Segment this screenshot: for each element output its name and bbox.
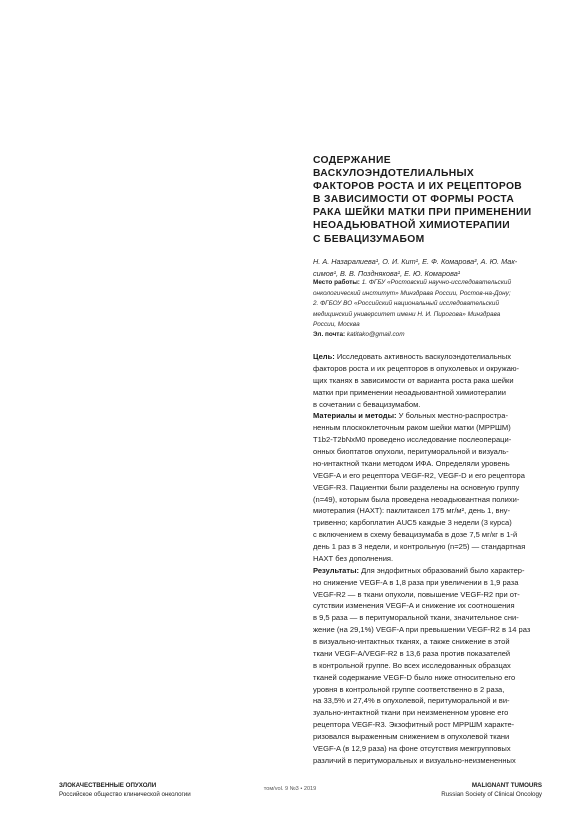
footer-society-en: Russian Society of Clinical Oncology <box>441 790 542 798</box>
authors <box>313 256 553 279</box>
methods-label: Материалы и методы: <box>313 411 397 421</box>
email-label: Эл. почта: <box>313 331 346 338</box>
title-line: ВАСКУЛОЭНДОТЕЛИАЛЬНЫХ <box>313 168 475 180</box>
email-link[interactable]: katitako@gmail.com <box>345 331 405 338</box>
abstract-line: матки при применении неоадьювантной химиотерапии <box>313 387 506 397</box>
abstract-line: VEGF-A (в 12,9 раза) на фоне отсутствия межгрупповых <box>313 743 511 753</box>
abstract-line: на 33,5% и 27,4% в опухолевой, перитуморальной и ви- <box>313 696 510 706</box>
workplace-label: Место работы: <box>313 279 360 286</box>
abstract-line: тривенно; карбоплатин AUC5 каждые 3 недели (3 курса) <box>313 518 512 528</box>
abstract-line: день 1 раз в 3 недели, и контрольную (n=25) — стандартная <box>313 542 526 551</box>
title-line: В ЗАВИСИМОСТИ ОТ ФОРМЫ РОСТА <box>313 194 515 206</box>
footer-journal-en: MALIGNANT TUMOURS <box>471 782 542 789</box>
results-label: Результаты: <box>313 565 360 575</box>
abstract <box>313 351 553 767</box>
abstract-line: в 9,5 раза — в перитуморальной ткани, значительное сни- <box>313 613 519 623</box>
abstract-line: Результаты: Для эндофитных образований было характер- <box>313 565 525 575</box>
workplace <box>313 278 553 331</box>
workplace-text: 1. ФГБУ «Ростовский научно-исследовательский <box>359 279 512 286</box>
abstract-line: тканей содержание VEGF-D было ниже относительно его <box>313 672 516 682</box>
abstract-line: T1b2-T2bNxM0 проведено исследование послеопераци- <box>313 435 512 445</box>
title-line: РАКА ШЕЙКИ МАТКИ ПРИ ПРИМЕНЕНИИ <box>313 207 532 219</box>
workplace-line: медицинский университет имени Н. И. Пирогова» Минздрава <box>313 310 501 318</box>
footer-issue: том/vol. 9 №3 • 2019 <box>263 786 317 792</box>
title-line: СОДЕРЖАНИЕ <box>313 155 391 166</box>
abstract-line: в сочетании с бевацизумабом. <box>313 399 421 409</box>
abstract-line: ткани VEGF-A/VEGF-R2 в 13,6 раза против показателей <box>313 648 511 658</box>
abstract-line: но снижение VEGF-A в 1,8 раза при увеличении в 1,9 раза <box>313 577 519 587</box>
abstract-line: сутствии изменения VEGF-A и снижение их соотношения <box>313 601 515 611</box>
abstract-line: VEGF-A и его рецептора VEGF-R2, VEGF-D и его рецептора <box>313 470 525 480</box>
aim-label: Цель: <box>313 352 335 361</box>
abstract-line: с включением в схему бевацизумаба в дозе 7,5 мг/кг в 1-й <box>313 530 518 540</box>
abstract-line: жение (на 29,1%) VEGF-A при превышении VEGF-R2 в 14 раз <box>313 625 531 635</box>
abstract-line: онных биоптатов опухоли, перитуморальной и визуаль- <box>313 447 509 456</box>
abstract-line: VEGF-R2 — в ткани опухоли, повышение VEGF-R2 при от- <box>313 589 520 599</box>
abstract-line: зуально-интактной ткани при неизмененном уровне его <box>313 708 509 718</box>
title-line: С БЕВАЦИЗУМАБОМ <box>313 233 425 245</box>
workplace-line <box>313 278 553 289</box>
workplace-line: России, Москва <box>313 321 360 329</box>
abstract-line: Цель: Исследовать активность васкулоэндотелиальных <box>313 352 512 361</box>
abstract-line: различий в перитуморальных и визуально-неизмененных <box>313 755 516 765</box>
workplace-line: 2. ФГБОУ ВО «Российский национальный исследовательский <box>313 300 500 308</box>
title-line: ФАКТОРОВ РОСТА И ИХ РЕЦЕПТОРОВ <box>313 181 523 193</box>
abstract-line: но-интактной ткани методом ИФА. Определяли уровень <box>313 458 510 468</box>
abstract-line: миотерапия (НАХТ): паклитаксел 175 мг/м², день 1, вну- <box>313 506 510 516</box>
abstract-line: факторов роста и их рецепторов в опухолевых и окружаю- <box>313 363 520 373</box>
abstract-line: уровня в контрольной группе соответственно в 2 раза, <box>313 684 505 694</box>
article-title <box>313 154 553 246</box>
abstract-line: в визуально-интактных тканях, а также снижение в этой <box>313 637 510 646</box>
workplace-line: онкологический институт» Минздрава России, Ростов-на-Дону; <box>313 289 511 297</box>
abstract-line: щих тканях в зависимости от варианта роста рака шейки <box>313 375 514 385</box>
abstract-line: (n=49), которым была проведена неоадьювантная полихи- <box>313 494 520 504</box>
abstract-line: ризовался выраженным снижением в опухолевой ткани <box>313 732 510 741</box>
footer-society-ru: Российское общество клинической онкологии <box>59 790 191 798</box>
authors-line: симов¹, В. В. Позднякова¹, Е. Ю. Комарова¹ <box>313 268 461 278</box>
abstract-line: VEGF-R3. Пациентки были разделены на основную группу <box>313 482 520 492</box>
title-line: НЕОАДЬЮВАТНОЙ ХИМИОТЕРАПИИ <box>313 220 511 232</box>
abstract-line: НАХТ без дополнения. <box>313 553 394 563</box>
footer-journal-ru: ЗЛОКАЧЕСТВЕННЫЕ ОПУХОЛИ <box>59 782 157 789</box>
abstract-line: Материалы и методы: У больных местно-распростра- <box>313 411 508 421</box>
abstract-line: ненным плоскоклеточным раком шейки матки (МРРШМ) <box>313 423 511 433</box>
abstract-line: в контрольной группе. Во всех исследованных образцах <box>313 660 511 670</box>
footer-right <box>441 782 542 799</box>
abstract-line: рецептора VEGF-R3. Экзофитный рост МРРШМ характе- <box>313 720 515 730</box>
authors-line: Н. А. Назаралиева¹, О. И. Кит¹, Е. Ф. Комарова², А. Ю. Мак- <box>313 257 518 266</box>
email <box>313 330 553 340</box>
